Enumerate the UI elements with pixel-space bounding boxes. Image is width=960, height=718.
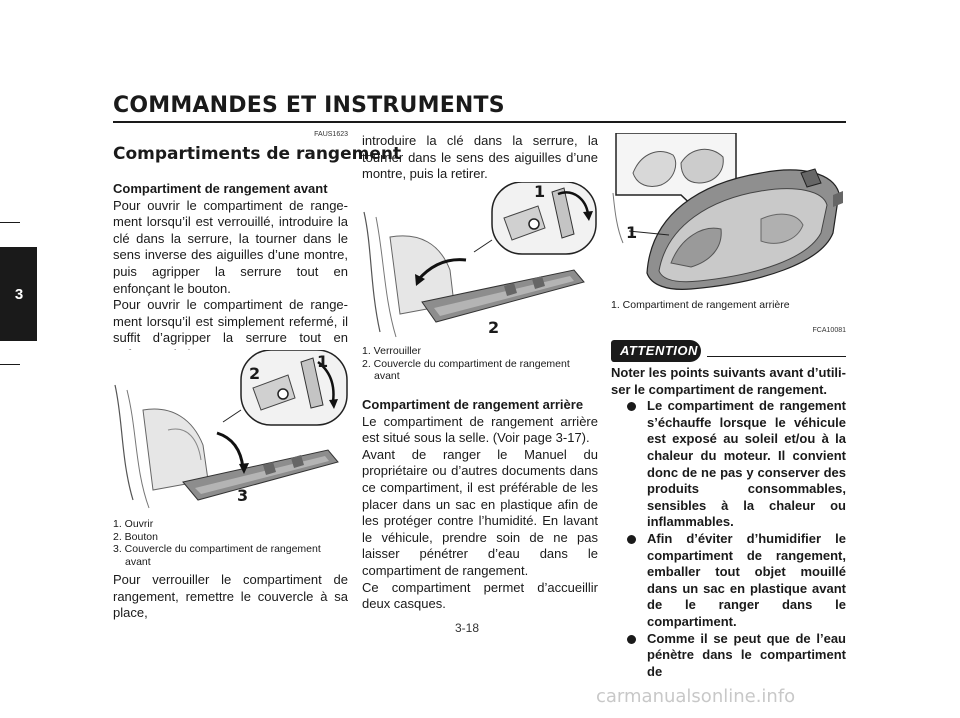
figure-caption-line: 2. Couvercle du compartiment de rangement bbox=[362, 357, 570, 370]
header-rule bbox=[113, 121, 846, 123]
rear-compartment-illustration bbox=[611, 133, 846, 293]
figure-callout: 3 bbox=[237, 486, 249, 505]
figure-callout: 1 bbox=[626, 223, 638, 242]
attention-banner bbox=[611, 340, 846, 362]
warning-intro: Noter les points suivants avant d’utiliser le compartiment de rangement. bbox=[611, 365, 846, 397]
warning-bullet bbox=[611, 398, 846, 531]
figure-callout: 2 bbox=[249, 364, 261, 383]
attention-rule bbox=[707, 356, 846, 357]
warning-bullet-text: Le compartiment de rangement s’échauffe lorsque le véhicule est exposé au soleil et/ou à la chaleur du moteur. Il convient donc de ne pas y conserver des produits consommables, sensibles à la chaleur ou inflammables. bbox=[647, 398, 846, 530]
paragraph: introduire la clé dans la serrure, la tourner dans le sens des aiguilles d’une montre, puis la retirer. bbox=[362, 133, 598, 182]
figure-rear-compartment bbox=[611, 133, 846, 293]
figure-callout: 2 bbox=[488, 318, 500, 337]
bullet-dot bbox=[627, 635, 636, 644]
paragraph: Pour ouvrir le compartiment de rangement lorsqu’il est simplement refermé, il suffit d’agripper la serrure tout en bbox=[113, 297, 348, 346]
paragraph: Pour verrouiller le compartiment de rangement, remettre le couvercle à sa place, bbox=[113, 572, 348, 621]
section-header: COMMANDES ET INSTRUMENTS bbox=[113, 93, 505, 118]
front-compartment-illustration bbox=[113, 350, 348, 515]
figure-caption-line: avant bbox=[374, 370, 400, 383]
bullet-dot bbox=[627, 535, 636, 544]
figure-caption-line: 1. Ouvrir bbox=[113, 518, 154, 530]
figure-front-compartment-lock bbox=[362, 182, 598, 340]
watermark[interactable]: carmanualsonline.info bbox=[596, 686, 796, 707]
figure-caption-line: 3. Couvercle du compartiment de rangement bbox=[113, 543, 321, 556]
front-compartment-lock-illustration bbox=[362, 182, 598, 340]
chapter-tab-bottom-rule bbox=[0, 364, 20, 365]
chapter-tab-top-rule bbox=[0, 222, 20, 223]
figure-caption-line: 2. Bouton bbox=[113, 530, 158, 543]
subheading-front: Compartiment de rangement avant bbox=[113, 181, 328, 196]
figure-caption-line: 1. Verrouiller bbox=[362, 345, 421, 357]
attention-label: ATTENTION bbox=[620, 343, 698, 358]
section-code: FAUS1623 bbox=[314, 131, 348, 138]
figure-caption-line: avant bbox=[125, 555, 151, 568]
figure-caption: 1. Compartiment de rangement arrière bbox=[611, 299, 790, 311]
warning-bullet bbox=[611, 531, 846, 631]
paragraph: Ce compartiment permet d’accueillir deux casques. bbox=[362, 579, 598, 612]
subheading-rear: Compartiment de rangement arrière bbox=[362, 397, 584, 412]
bullet-dot bbox=[627, 402, 636, 411]
chapter-tab-number: 3 bbox=[14, 286, 24, 303]
paragraph: Avant de ranger le Manuel du propriétaire ou d’autres documents dans ce compartiment, il est préférable de les placer dans un sac en plastique afin de les protéger contre l’humidité. En lavant le véhicule, prendre soin de ne pas laisser pénétrer d’eau dans le compartiment de rangement. bbox=[362, 446, 598, 578]
warning-bullet-text: Afin d’éviter d’humidifier le compartiment de rangement, emballer tout objet mouillé dans un sac en plastique avant de le ranger dans le compartiment. bbox=[647, 530, 846, 629]
paragraph: Le compartiment de rangement arrière est situé sous la selle. (Voir page 3-17). bbox=[362, 413, 598, 446]
warning-bullet bbox=[611, 631, 846, 681]
figure-front-compartment-open bbox=[113, 350, 348, 515]
warning-code: FCA10081 bbox=[812, 327, 846, 334]
figure-callout: 1 bbox=[534, 182, 546, 201]
warning-bullet-text: Comme il se peut que de l’eau pénètre dans le compartiment de bbox=[647, 630, 846, 679]
section-title: Compartiments de rangement bbox=[113, 144, 402, 164]
page-number: 3-18 bbox=[455, 621, 480, 635]
paragraph: Pour ouvrir le compartiment de rangement lorsqu’il est verrouillé, introduire la clé dans la serrure, la tourner dans le sens inverse des aiguilles d’une montre, puis agripper la serrure tout en enfonçant le bouton. bbox=[113, 197, 348, 296]
warning-block bbox=[611, 365, 846, 680]
figure-callout: 1 bbox=[317, 352, 329, 371]
